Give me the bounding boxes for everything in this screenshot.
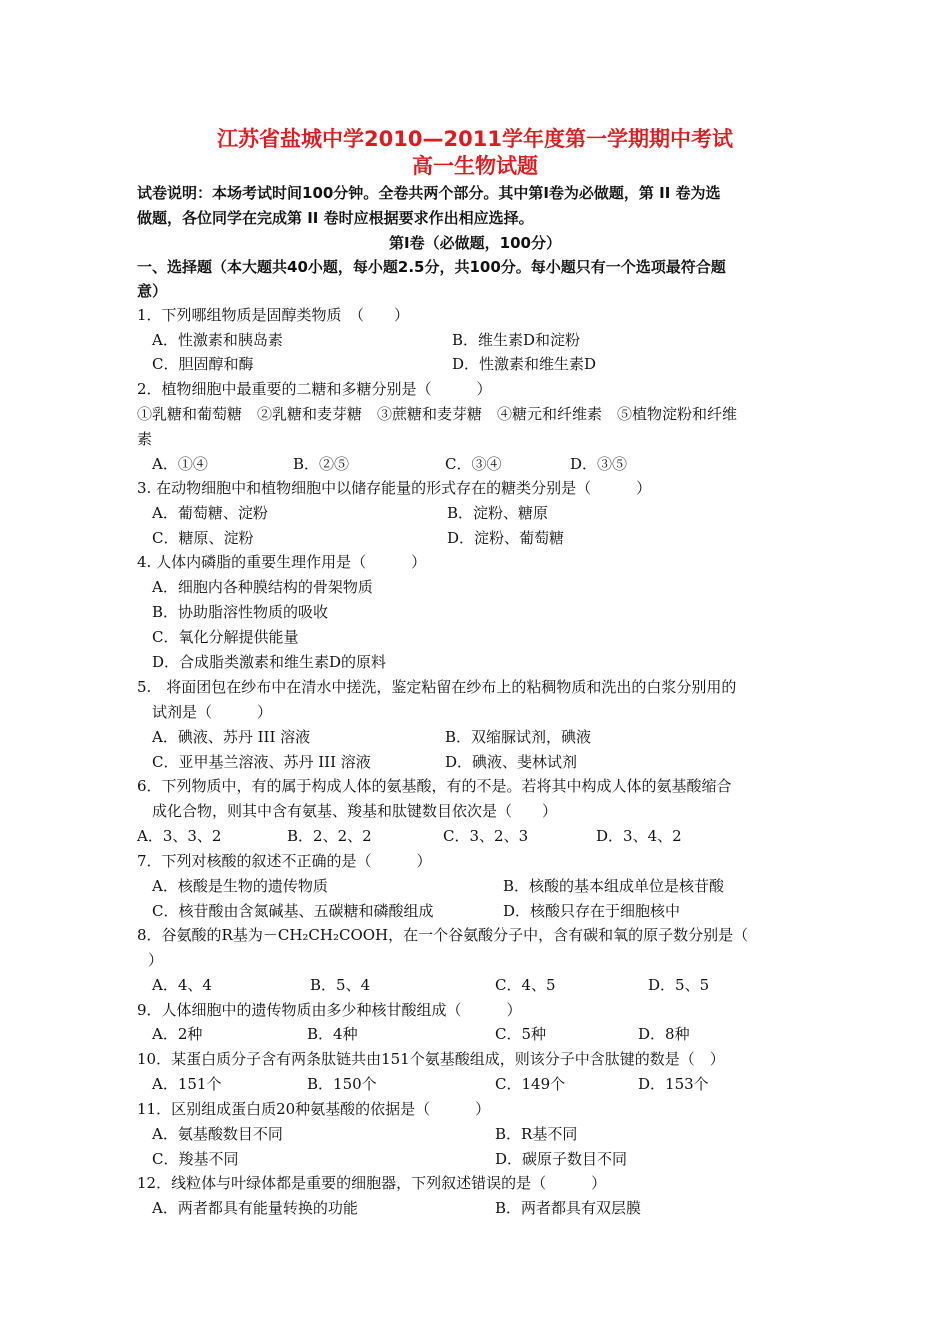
question-9-option-d: D．8种 [638,1025,690,1043]
question-7-stem: 7．下列对核酸的叙述不正确的是（ ） [137,852,432,870]
question-11-option-c: C．羧基不同 [152,1150,239,1168]
question-7-option-a: A．核酸是生物的遗传物质 [152,877,328,895]
question-5-stem-line-2: 试剂是（ ） [152,703,273,721]
question-11-option-a: A．氨基酸数目不同 [152,1125,283,1143]
instructions-line-1: 试卷说明：本场考试时间100分钟。全卷共两个部分。其中第Ⅰ卷为必做题，第 II 卷为选 [137,184,721,202]
question-2-option-c: C．③④ [445,455,502,473]
question-1-option-d: D．性激素和维生素D [452,355,597,373]
question-1-option-b: B．维生素D和淀粉 [452,331,581,349]
question-8-option-b: B．5、4 [310,976,371,994]
question-6-option-b: B．2、2、2 [287,827,372,845]
question-2-choices-line-2: 素 [137,430,153,448]
question-6-stem-line-2: 成化合物，则其中含有氨基、羧基和肽键数目依次是（ ） [152,802,558,820]
question-7-option-d: D．核酸只存在于细胞核中 [503,902,681,920]
question-9-stem: 9．人体细胞中的遗传物质由多少种核甘酸组成（ ） [137,1001,522,1019]
section-heading: 第Ⅰ卷（必做题，100分） [389,234,561,252]
question-6-option-a: A．3、3、2 [137,827,222,845]
question-3-stem: 3. 在动物细胞中和植物细胞中以储存能量的形式存在的糖类分别是（ ） [137,479,652,497]
question-4-stem: 4. 人体内磷脂的重要生理作用是（ ） [137,553,427,571]
question-5-option-a: A．碘液、苏丹 III 溶液 [152,728,311,746]
question-6-stem-line-1: 6．下列物质中，有的属于构成人体的氨基酸，有的不是。若将其中构成人体的氨基酸缩合 [137,777,732,795]
question-10-option-a: A．151个 [152,1075,222,1093]
question-9-option-c: C．5种 [495,1025,547,1043]
question-3-option-d: D．淀粉、葡萄糖 [447,529,565,547]
question-3-option-b: B．淀粉、糖原 [447,504,549,522]
question-11-stem: 11．区别组成蛋白质20种氨基酸的依据是（ ） [137,1100,491,1118]
exam-subtitle: 高一生物试题 [412,154,538,178]
question-1-option-a: A．性激素和胰岛素 [152,331,283,349]
question-6-option-d: D．3、4、2 [596,827,682,845]
question-9-option-b: B．4种 [307,1025,358,1043]
question-7-option-c: C．核苷酸由含氮碱基、五碳糖和磷酸组成 [152,902,434,920]
instructions-line-2: 做题，各位同学在完成第 II 卷时应根据要求作出相应选择。 [137,209,534,227]
question-1-option-c: C．胆固醇和酶 [152,355,254,373]
question-10-option-d: D．153个 [638,1075,709,1093]
question-12-stem: 12．线粒体与叶绿体都是重要的细胞器，下列叙述错误的是（ ） [137,1174,607,1192]
question-2-option-a: A．①④ [152,455,208,473]
question-8-stem-line-1: 8．谷氨酸的R基为－CH₂CH₂COOH，在一个谷氨酸分子中，含有碳和氧的原子数分别是（ [137,926,749,944]
question-3-option-a: A．葡萄糖、淀粉 [152,504,268,522]
question-11-option-b: B．R基不同 [495,1125,578,1143]
question-8-option-a: A．4、4 [152,976,212,994]
question-2-option-d: D．③⑤ [570,455,628,473]
question-4-option-d: D．合成脂类激素和维生素D的原料 [152,653,387,671]
question-8-option-d: D．5、5 [648,976,710,994]
question-2-stem: 2．植物细胞中最重要的二糖和多糖分别是（ ） [137,380,492,398]
question-2-choices-line-1: ①乳糖和葡萄糖 ②乳糖和麦芽糖 ③蔗糖和麦芽糖 ④糖元和纤维素 ⑤植物淀粉和纤维 [137,405,738,423]
question-4-option-a: A．细胞内各种膜结构的骨架物质 [152,578,373,596]
exam-title: 江苏省盐城中学2010—2011学年度第一学期期中考试 [217,127,733,151]
question-2-option-b: B．②⑤ [293,455,350,473]
part-heading-line-1: 一、选择题（本大题共40小题，每小题2.5分，共100分。每小题只有一个选项最符合题 [137,258,726,276]
part-heading-line-2: 意） [137,282,168,300]
question-4-option-c: C．氧化分解提供能量 [152,628,299,646]
question-8-stem-line-2: ） [148,951,164,969]
question-11-option-d: D．碳原子数目不同 [495,1150,628,1168]
question-10-stem: 10．某蛋白质分子含有两条肽链共由151个氨基酸组成，则该分子中含肽键的数是（ ） [137,1050,725,1068]
question-5-option-d: D．碘液、斐林试剂 [445,753,578,771]
question-8-option-c: C．4、5 [495,976,556,994]
question-10-option-c: C．149个 [495,1075,566,1093]
question-10-option-b: B．150个 [307,1075,377,1093]
question-3-option-c: C．糖原、淀粉 [152,529,254,547]
question-5-stem-line-1: 5. 将面团包在纱布中在清水中搓洗，鉴定粘留在纱布上的粘稠物质和洗出的白浆分别用的 [137,678,737,696]
question-12-option-a: A．两者都具有能量转换的功能 [152,1199,358,1217]
question-12-option-b: B．两者都具有双层膜 [495,1199,642,1217]
question-4-option-b: B．协助脂溶性物质的吸收 [152,603,329,621]
question-9-option-a: A．2种 [152,1025,203,1043]
question-6-option-c: C．3、2、3 [443,827,529,845]
question-5-option-b: B．双缩脲试剂，碘液 [445,728,592,746]
question-5-option-c: C．亚甲基兰溶液、苏丹 III 溶液 [152,753,371,771]
question-7-option-b: B．核酸的基本组成单位是核苷酸 [503,877,725,895]
question-1-stem: 1．下列哪组物质是固醇类物质 （ ） [137,306,410,324]
